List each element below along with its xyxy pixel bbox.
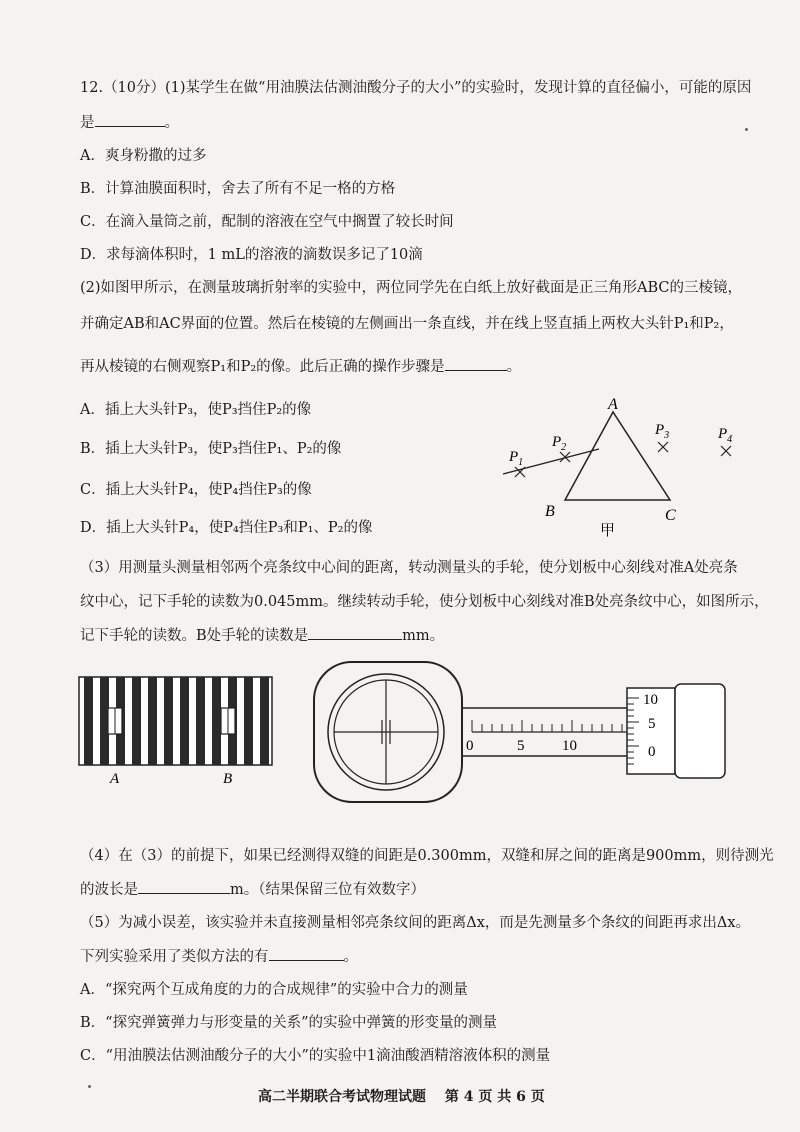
main-scale-ticks xyxy=(472,720,622,732)
scan-speck xyxy=(745,128,748,131)
answer-blank-3[interactable] xyxy=(308,625,402,640)
part2-option-a: A．插上大头针P₃，使P₃挡住P₂的像 xyxy=(80,402,312,418)
part3-line2: 纹中心，记下手轮的读数为0.045mm。继续转动手轮，使分划板中心刻线对准B处亮条纹中心，如图所示， xyxy=(80,594,769,610)
answer-blank-2[interactable] xyxy=(445,356,507,371)
answer-blank-1[interactable] xyxy=(95,112,165,127)
main-scale-5: 5 xyxy=(517,738,525,754)
answer-blank-4[interactable] xyxy=(138,879,230,894)
part2-option-d: D．插上大头针P₄，使P₄挡住P₃和P₁、P₂的像 xyxy=(80,520,373,536)
fringe-label-a: A xyxy=(110,771,120,787)
part3-line1: （3）用测量头测量相邻两个亮条纹中心间的距离，转动测量头的手轮，使分划板中心刻线对准A处亮条 xyxy=(80,560,738,576)
fringe-label-b: B xyxy=(223,771,233,787)
part2-line1: (2)如图甲所示，在测量玻璃折射率的实验中，两位同学先在白纸上放好截面是正三角形ABC的三棱镜， xyxy=(80,280,743,296)
part2-suffix: 。 xyxy=(506,359,522,375)
measuring-head-figure xyxy=(312,660,732,806)
part2-option-c: C．插上大头针P₄，使P₄挡住P₃的像 xyxy=(80,482,312,498)
pin-p3-label: $P_3$ xyxy=(655,422,670,441)
part1-option-a: A．爽身粉撒的过多 xyxy=(80,148,207,164)
main-scale-0: 0 xyxy=(466,738,474,754)
pin-p1-mark xyxy=(515,467,525,477)
pin-p1-label: $P_1$ xyxy=(509,449,524,468)
scan-speck xyxy=(88,1085,91,1088)
pin-p3-mark xyxy=(658,442,668,452)
part2-line2: 并确定AB和AC界面的位置。然后在棱镜的左侧画出一条直线，并在线上竖直插上两枚大头针P₁和P₂， xyxy=(80,316,734,332)
drum-scale-5: 5 xyxy=(648,716,656,732)
vertex-a: A xyxy=(608,396,618,413)
q12-intro xyxy=(80,78,751,98)
vertex-c: C xyxy=(665,507,676,524)
vertex-b: B xyxy=(545,503,555,520)
knob xyxy=(675,684,725,778)
part3-line3 xyxy=(80,625,444,646)
part2-prefix: 再从棱镜的右侧观察P₁和P₂的像。此后正确的操作步骤是 xyxy=(80,359,445,375)
part1-prefix: 是 xyxy=(80,115,95,131)
part1-option-d: D．求每滴体积时，1 mL的溶液的滴数误多记了10滴 xyxy=(80,247,423,263)
part1-suffix: 。 xyxy=(164,115,179,131)
part5-line1: （5）为减小误差，该实验并未直接测量相邻亮条纹间的距离Δx，而是先测量多个条纹的间距再求出Δx。 xyxy=(80,915,751,931)
question-score: （10分） xyxy=(103,80,166,96)
question-number: 12. xyxy=(80,80,104,96)
pin-p4-label: $P_4$ xyxy=(718,426,733,445)
pin-p4-mark xyxy=(721,446,731,456)
pin-p2-label: $P_2$ xyxy=(552,434,567,453)
part4-suffix: m。（结果保留三位有效数字） xyxy=(230,882,425,898)
main-scale-10: 10 xyxy=(562,738,577,754)
part1-text: (1)某学生在做“用油膜法估测油酸分子的大小”的实验时，发现计算的直径偏小，可能的原因 xyxy=(165,80,752,96)
part2-option-b: B．插上大头针P₃，使P₃挡住P₁、P₂的像 xyxy=(80,441,342,457)
drum-scale-0: 0 xyxy=(648,744,656,760)
part3-suffix: mm。 xyxy=(402,628,445,644)
part5-option-c: C．“用油膜法估测油酸分子的大小”的实验中1滴油酸酒精溶液体积的测量 xyxy=(80,1048,551,1064)
part5-suffix: 。 xyxy=(343,949,358,965)
part5-option-a: A．“探究两个互成角度的力的合成规律”的实验中合力的测量 xyxy=(80,982,468,998)
part3-prefix: 记下手轮的读数。B处手轮的读数是 xyxy=(80,628,309,644)
page-footer: 高二半期联合考试物理试题 第 4 页 共 6 页 xyxy=(258,1089,545,1105)
part4-prefix: 的波长是 xyxy=(80,882,138,898)
drum-scale-10: 10 xyxy=(643,692,658,708)
part1-option-b: B．计算油膜面积时，舍去了所有不足一格的方格 xyxy=(80,181,396,197)
answer-blank-5[interactable] xyxy=(269,946,344,961)
part1-answer-line xyxy=(80,112,179,133)
part2-line3 xyxy=(80,356,521,377)
part5-option-b: B．“探究弹簧弹力与形变量的关系”的实验中弹簧的形变量的测量 xyxy=(80,1015,497,1031)
prism-figure xyxy=(495,392,765,542)
part1-option-c: C．在滴入量筒之前，配制的溶液在空气中搁置了较长时间 xyxy=(80,214,454,230)
fringe-figure xyxy=(78,676,278,788)
part5-line2 xyxy=(80,946,358,967)
figure-caption: 甲 xyxy=(600,521,616,539)
part5-prefix: 下列实验采用了类似方法的有 xyxy=(80,949,269,965)
part4-line2 xyxy=(80,879,425,900)
part4-line1: （4）在（3）的前提下，如果已经测得双缝的间距是0.300mm，双缝和屏之间的距离是900mm，则待测光 xyxy=(80,848,774,864)
